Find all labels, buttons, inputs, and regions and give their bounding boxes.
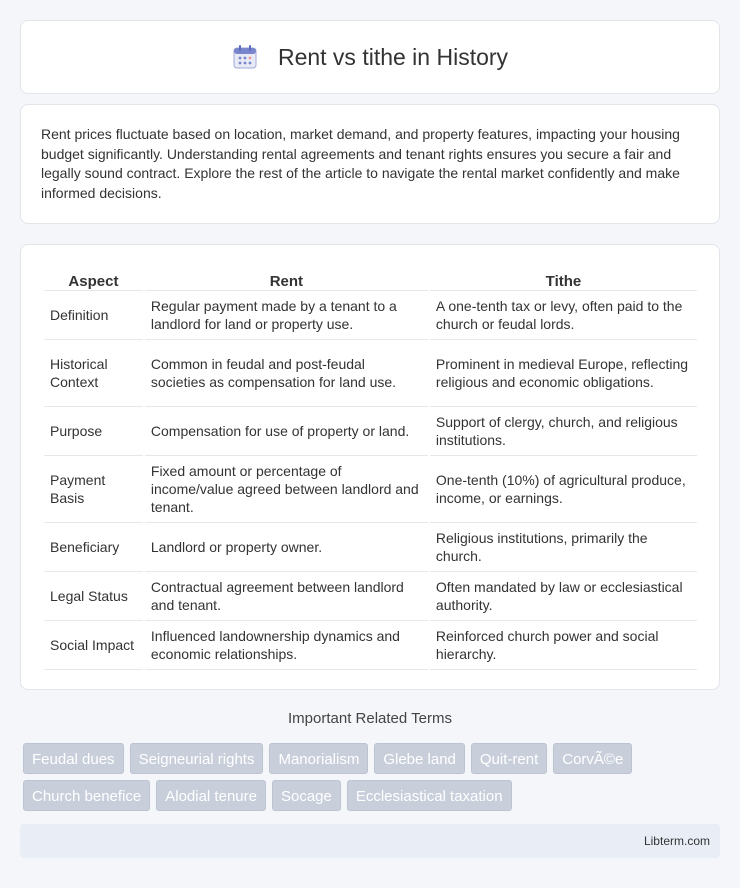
cell-aspect: Definition xyxy=(44,291,143,340)
intro-card xyxy=(20,104,720,224)
cell-aspect: Payment Basis xyxy=(44,456,143,523)
term-chip[interactable]: Church benefice xyxy=(23,780,150,811)
cell-tithe: Reinforced church power and social hierarchy. xyxy=(430,621,697,670)
term-chip[interactable]: Quit-rent xyxy=(471,743,547,774)
cell-rent: Compensation for use of property or land. xyxy=(145,407,428,456)
page-title: Rent vs tithe in History xyxy=(277,43,509,70)
cell-aspect: Historical Context xyxy=(44,340,143,407)
cell-rent: Common in feudal and post-feudal societies as compensation for land use. xyxy=(145,340,428,407)
cell-rent: Landlord or property owner. xyxy=(145,523,428,572)
table-row xyxy=(44,621,697,670)
intro-text: Rent prices fluctuate based on location, market demand, and property features, impacting your housing budget significantly. Understanding rental agreements and tenant rights ensures you secure a fair and legally sound contract. Explore the rest of the article to navigate the rental market confidently and make informed decisions. xyxy=(41,126,680,201)
header-rent: Rent xyxy=(145,265,428,291)
cell-aspect: Legal Status xyxy=(44,572,143,621)
table-header-row xyxy=(44,265,697,291)
cell-aspect: Social Impact xyxy=(44,621,143,670)
header-tithe: Tithe xyxy=(430,265,697,291)
cell-tithe: Support of clergy, church, and religious institutions. xyxy=(430,407,697,456)
cell-tithe: A one-tenth tax or levy, often paid to the church or feudal lords. xyxy=(430,291,697,340)
footer-site-link[interactable]: Libterm.com xyxy=(643,834,710,848)
table-row xyxy=(44,456,697,523)
comparison-card xyxy=(20,244,720,690)
calendar-icon xyxy=(232,44,258,70)
table-row xyxy=(44,407,697,456)
table-row xyxy=(44,340,697,407)
cell-rent: Influenced landownership dynamics and economic relationships. xyxy=(145,621,428,670)
cell-aspect: Beneficiary xyxy=(44,523,143,572)
title-wrap xyxy=(232,44,508,71)
term-chip[interactable]: CorvÃ©e xyxy=(553,743,632,774)
header-card xyxy=(20,20,720,94)
cell-rent: Fixed amount or percentage of income/value agreed between landlord and tenant. xyxy=(145,456,428,523)
cell-tithe: Religious institutions, primarily the church. xyxy=(430,523,697,572)
table-row xyxy=(44,572,697,621)
cell-tithe: Prominent in medieval Europe, reflecting religious and economic obligations. xyxy=(430,340,697,407)
term-chip[interactable]: Socage xyxy=(272,780,341,811)
cell-rent: Regular payment made by a tenant to a landlord for land or property use. xyxy=(145,291,428,340)
related-terms-title: Important Related Terms xyxy=(288,710,452,727)
table-row xyxy=(44,523,697,572)
term-chip[interactable]: Feudal dues xyxy=(23,743,124,774)
cell-rent: Contractual agreement between landlord and tenant. xyxy=(145,572,428,621)
header-aspect: Aspect xyxy=(44,265,143,291)
term-chip[interactable]: Seigneurial rights xyxy=(130,743,264,774)
cell-aspect: Purpose xyxy=(44,407,143,456)
term-chip[interactable]: Manorialism xyxy=(269,743,368,774)
term-chip[interactable]: Alodial tenure xyxy=(156,780,266,811)
cell-tithe: One-tenth (10%) of agricultural produce, income, or earnings. xyxy=(430,456,697,523)
footer xyxy=(20,824,720,858)
related-terms-list xyxy=(23,743,723,811)
comparison-table xyxy=(42,265,699,670)
cell-tithe: Often mandated by law or ecclesiastical authority. xyxy=(430,572,697,621)
term-chip[interactable]: Ecclesiastical taxation xyxy=(347,780,512,811)
table-row xyxy=(44,291,697,340)
term-chip[interactable]: Glebe land xyxy=(374,743,465,774)
